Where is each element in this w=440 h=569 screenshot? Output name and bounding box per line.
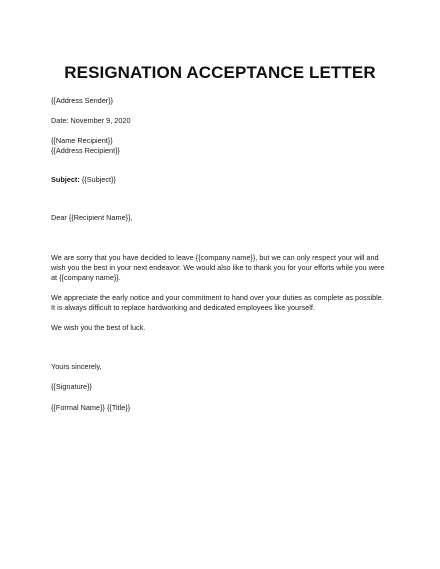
salutation: Dear {{Recipient Name}}, <box>51 213 133 222</box>
paragraph-line: wish you the best in your next endeavor. We would also like to thank you for your efforts while you were <box>51 263 385 272</box>
signature: {{Signature}} <box>51 382 92 391</box>
letter-title: RESIGNATION ACCEPTANCE LETTER <box>64 63 376 82</box>
subject-label: Subject: <box>51 175 80 184</box>
paragraph-line: We are sorry that you have decided to leave {{company name}}, but we can only respect your will and <box>51 253 379 262</box>
letter-date: Date: November 9, 2020 <box>51 116 131 125</box>
body-paragraph-2 <box>51 293 396 313</box>
recipient-name: {{Name Recipient}} <box>51 136 113 145</box>
subject-line <box>51 175 116 185</box>
paragraph-line: It is always difficult to replace hardworking and dedicated employees like yourself. <box>51 303 315 312</box>
body-paragraph-3: We wish you the best of luck. <box>51 323 146 332</box>
formal-name-title: {{Formal Name}} {{Title}} <box>51 403 131 412</box>
recipient-address: {{Address Recipient}} <box>51 146 120 155</box>
closing: Yours sincerely, <box>51 362 102 371</box>
paragraph-line: at {{company name}}. <box>51 273 121 282</box>
subject-value: {{Subject}} <box>81 175 116 184</box>
sender-address: {{Address Sender}} <box>51 96 114 105</box>
body-paragraph-1 <box>51 253 396 283</box>
paragraph-line: We appreciate the early notice and your commitment to hand over your duties as complete as possible. <box>51 293 384 302</box>
